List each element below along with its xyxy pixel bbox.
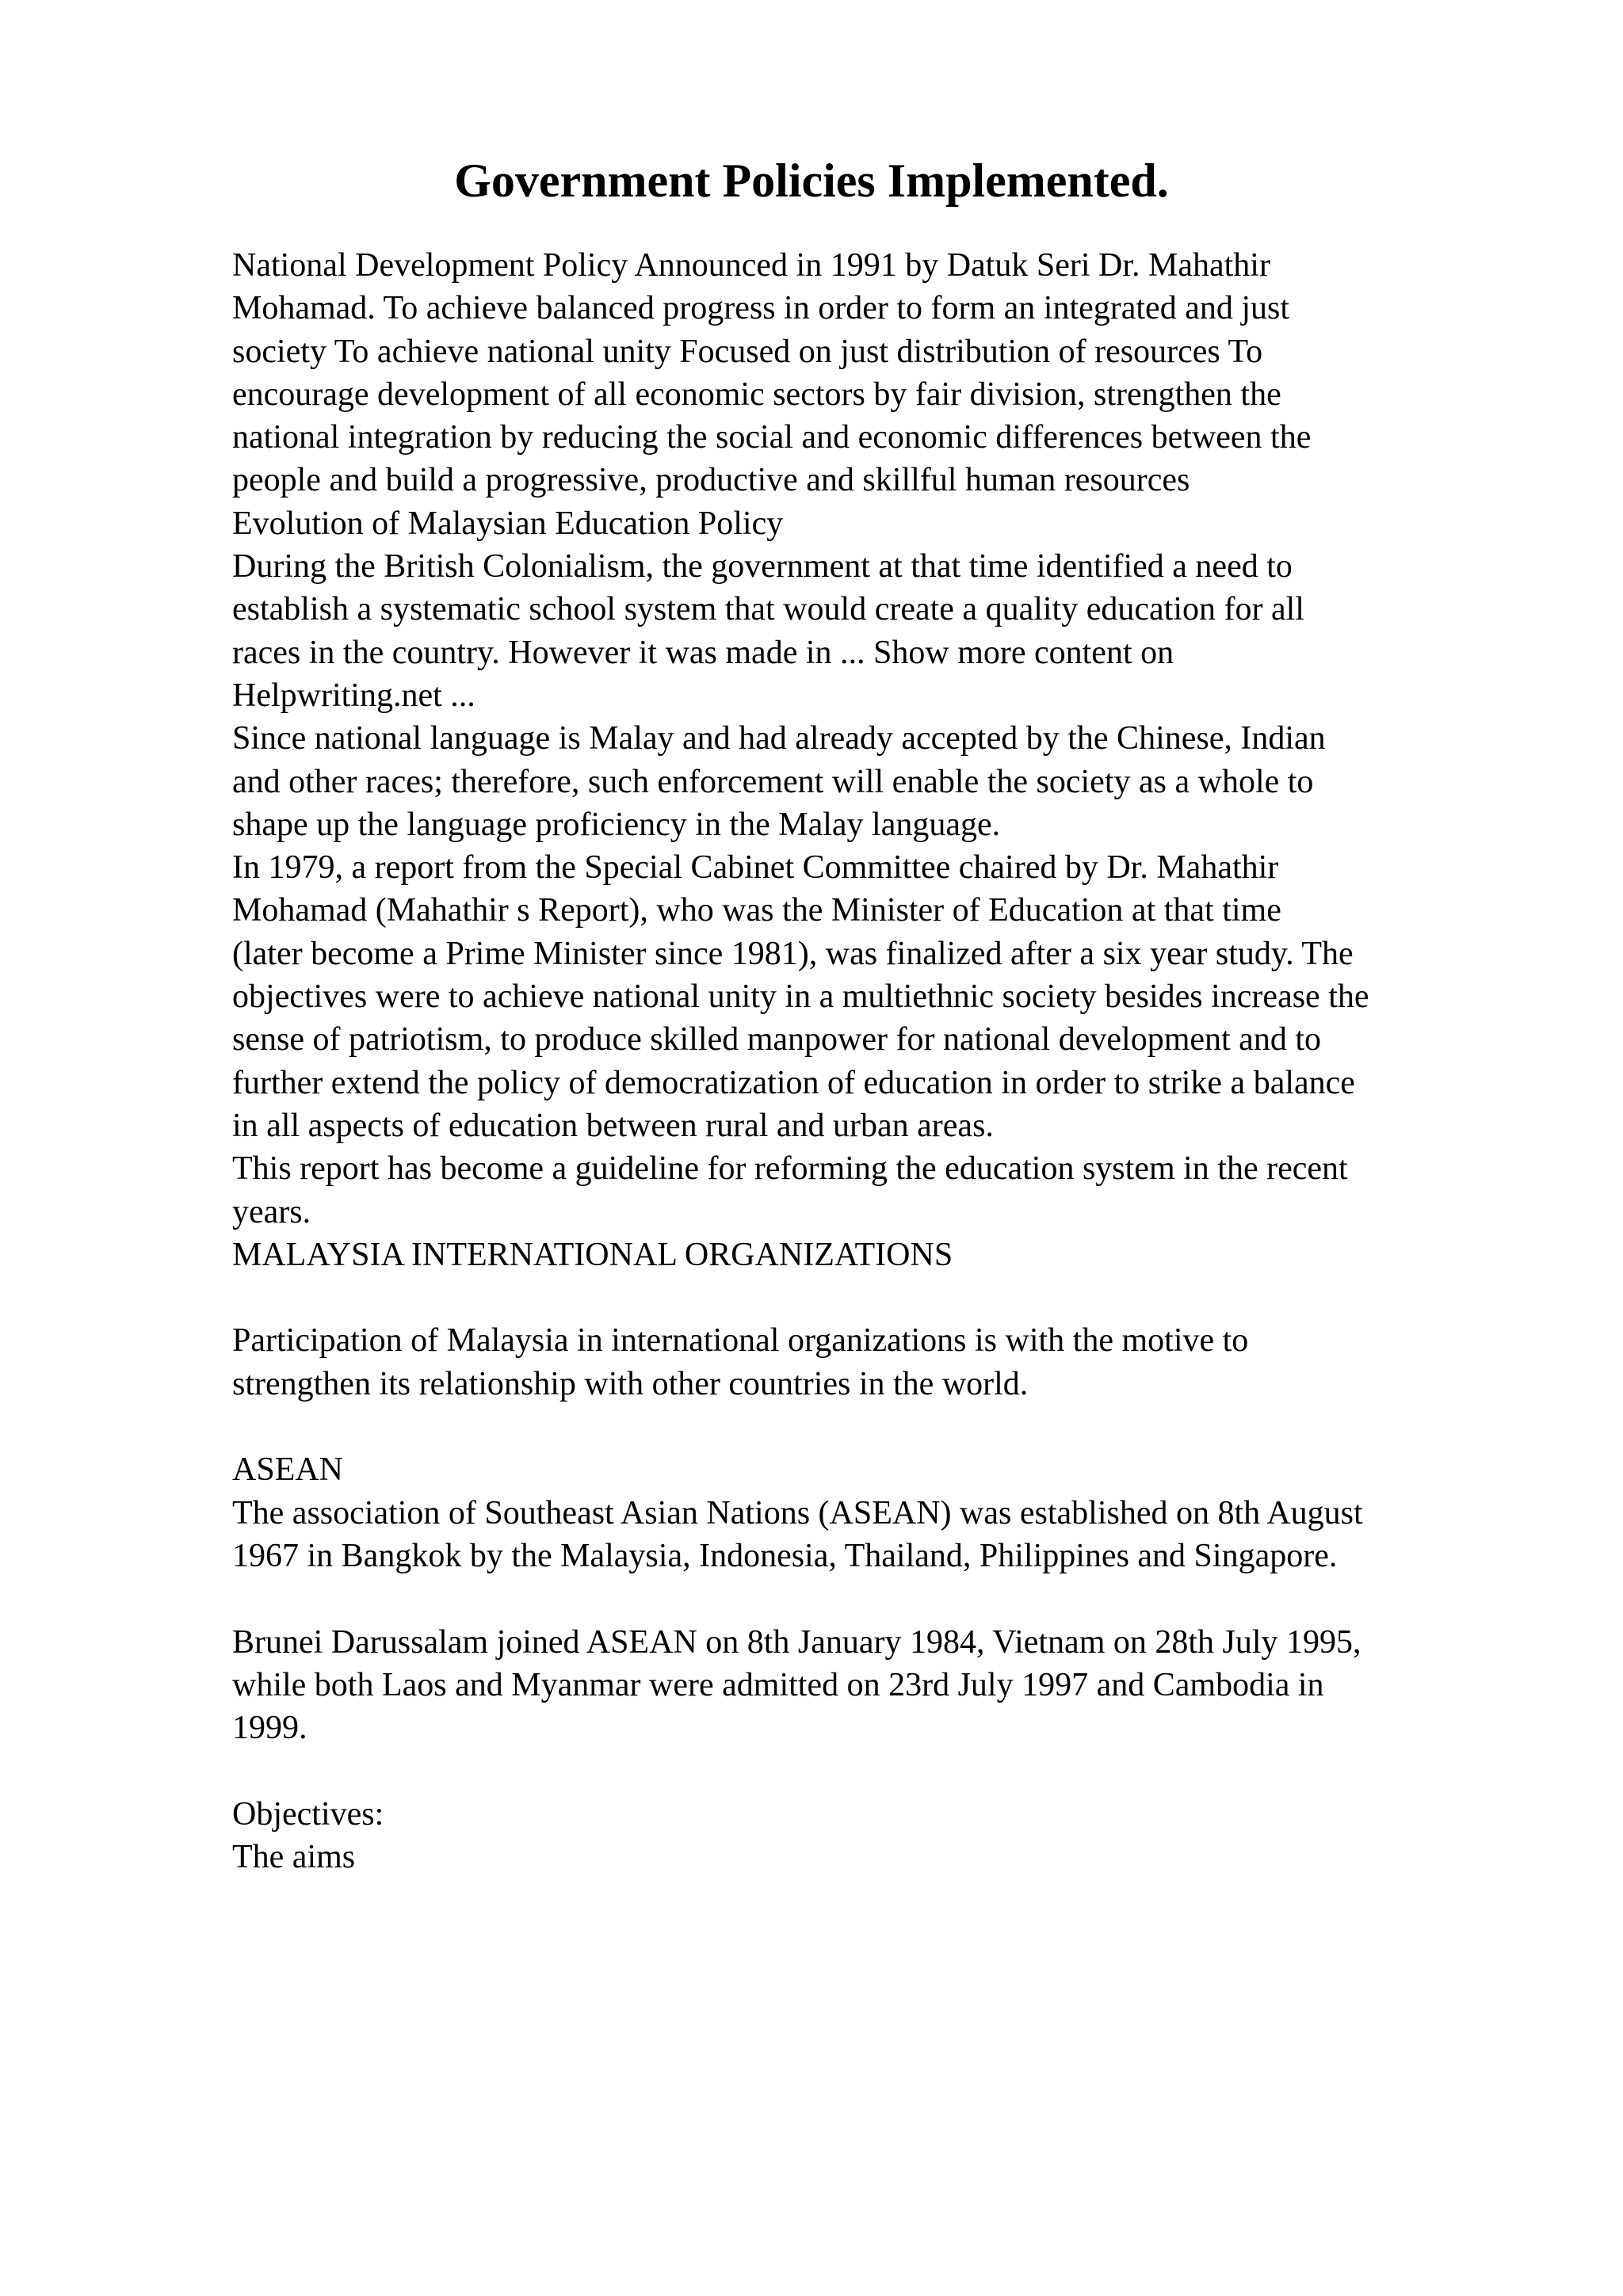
body-line: The association of Southeast Asian Nations (ASEAN) was established on 8th August xyxy=(232,1494,1363,1531)
body-line: National Development Policy Announced in 1991 by Datuk Seri Dr. Mahathir xyxy=(232,247,1270,284)
body-line: Objectives: xyxy=(232,1795,384,1833)
document-body xyxy=(232,244,1516,1878)
body-line: Participation of Malaysia in international organizations is with the motive to xyxy=(232,1322,1249,1360)
document-title: Government Policies Implemented. xyxy=(454,154,1169,207)
body-line: 1967 in Bangkok by the Malaysia, Indonesia, Thailand, Philippines and Singapore. xyxy=(232,1537,1338,1574)
body-line: During the British Colonialism, the government at that time identified a need to xyxy=(232,548,1293,585)
body-line: objectives were to achieve national unity in a multiethnic society besides increase the xyxy=(232,978,1369,1016)
body-line: shape up the language proficiency in the Malay language. xyxy=(232,806,1001,843)
body-line: In 1979, a report from the Special Cabinet Committee chaired by Dr. Mahathir xyxy=(232,849,1279,887)
body-line: sense of patriotism, to produce skilled manpower for national development and to xyxy=(232,1021,1321,1058)
body-line: ASEAN xyxy=(232,1451,344,1489)
body-line xyxy=(232,1577,1516,1620)
body-line xyxy=(232,1276,1516,1319)
body-line: in all aspects of education between rural and urban areas. xyxy=(232,1107,994,1144)
body-line: Since national language is Malay and had already accepted by the Chinese, Indian xyxy=(232,720,1326,757)
body-line: Helpwriting.net ... xyxy=(232,677,475,714)
body-line xyxy=(232,1749,1516,1792)
body-line: strengthen its relationship with other countries in the world. xyxy=(232,1365,1029,1402)
body-line: races in the country. However it was made in ... Show more content on xyxy=(232,634,1174,671)
body-line xyxy=(232,1405,1516,1448)
body-line: Evolution of Malaysian Education Policy xyxy=(232,505,784,542)
body-line: further extend the policy of democratization of education in order to strike a balance xyxy=(232,1064,1355,1101)
body-line: national integration by reducing the social and economic differences between the xyxy=(232,419,1312,456)
body-line: and other races; therefore, such enforcement will enable the society as a whole to xyxy=(232,763,1314,800)
body-line: (later become a Prime Minister since 1981), was finalized after a six year study. The xyxy=(232,935,1354,972)
body-line: society To achieve national unity Focused on just distribution of resources To xyxy=(232,333,1263,370)
body-line: 1999. xyxy=(232,1710,307,1747)
body-line: MALAYSIA INTERNATIONAL ORGANIZATIONS xyxy=(232,1236,953,1273)
body-line: while both Laos and Myanmar were admitted on 23rd July 1997 and Cambodia in xyxy=(232,1666,1324,1703)
body-line: people and build a progressive, productive and skillful human resources xyxy=(232,462,1190,499)
body-line: Mohamad. To achieve balanced progress in order to form an integrated and just xyxy=(232,290,1290,327)
body-line: This report has become a guideline for reforming the education system in the recent xyxy=(232,1150,1348,1188)
body-line: years. xyxy=(232,1193,311,1230)
body-line: Mohamad (Mahathir s Report), who was the Minister of Education at that time xyxy=(232,892,1281,929)
body-line: The aims xyxy=(232,1838,356,1875)
body-line: encourage development of all economic sectors by fair division, strengthen the xyxy=(232,376,1281,413)
body-line: establish a systematic school system that would create a quality education for all xyxy=(232,591,1304,628)
body-line: Brunei Darussalam joined ASEAN on 8th January 1984, Vietnam on 28th July 1995, xyxy=(232,1623,1361,1661)
